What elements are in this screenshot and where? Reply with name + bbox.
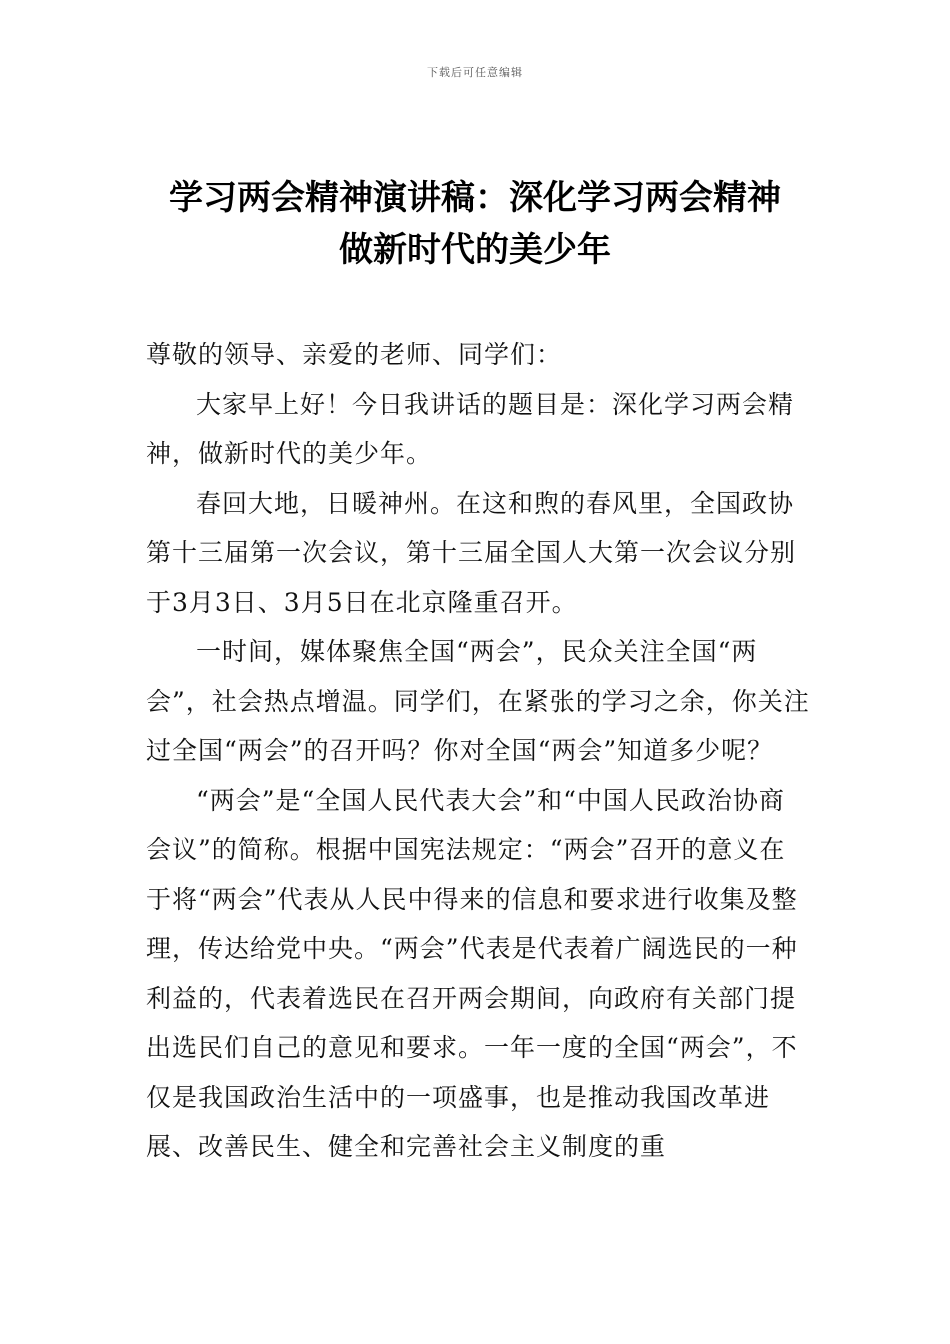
header-note: 下载后可任意编辑 <box>427 66 523 79</box>
paragraph: 大家早上好！今日我讲话的题目是：深化学习两会精神，做新时代的美少年。 <box>146 389 795 468</box>
paragraph: 春回大地，日暖神州。在这和煦的春风里，全国政协第十三届第一次会议，第十三届全国人大第一次会议分别于3月3日、3月5日在北京隆重召开。 <box>146 488 797 617</box>
document-title <box>120 172 830 276</box>
paragraph: “两会”是“全国人民代表大会”和“中国人民政治协商会议”的简称。根据中国宪法规定：“两会”召开的意义在于将“两会”代表从人民中得来的信息和要求进行收集及整理，传达给党中央。“两会”代表是代表着广阔选民的一种利益的，代表着选民在召开两会期间，向政府有关部门提出选民们自己的意见和要求。一年一度的全国“两会”，不仅是我国政治生活中的一项盛事，也是推动我国改革进展、改善民生、健全和完善社会主义制度的重 <box>146 785 798 1161</box>
document-body <box>146 330 810 1172</box>
title-line-2: 做新时代的美少年 <box>339 230 611 270</box>
paragraph: 一时间，媒体聚焦全国“两会”，民众关注全国“两会”，社会热点增温。同学们，在紧张的学习之余，你关注过全国“两会”的召开吗？你对全国“两会”知道多少呢？ <box>146 637 810 765</box>
salutation: 尊敬的领导、亲爱的老师、同学们： <box>146 340 563 369</box>
title-line-1: 学习两会精神演讲稿：深化学习两会精神 <box>169 178 781 218</box>
